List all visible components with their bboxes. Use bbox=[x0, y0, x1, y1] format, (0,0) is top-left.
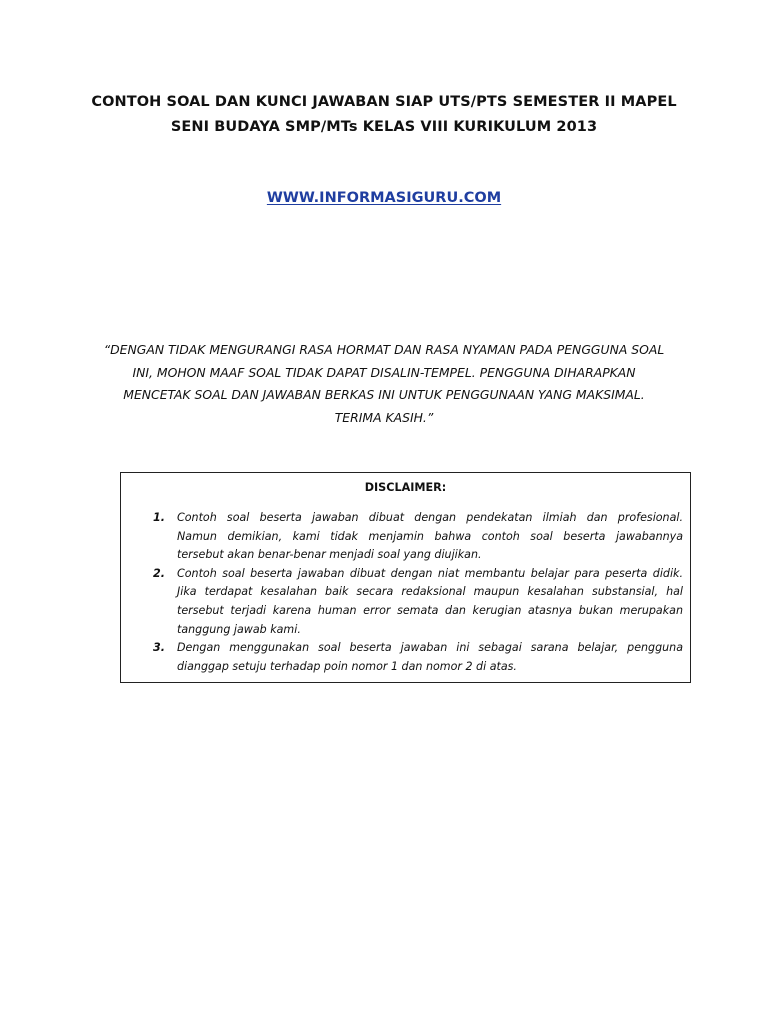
disclaimer-item-3 bbox=[151, 639, 683, 676]
website-link[interactable]: WWW.INFORMASIGURU.COM bbox=[266, 190, 502, 206]
disclaimer-item-line: Jika terdapat kesalahan baik secara redaksional maupun kesalahan substansial, hal bbox=[177, 585, 683, 599]
disclaimer-item-line: Dengan menggunakan soal beserta jawaban ini sebagai sarana belajar, pengguna bbox=[177, 641, 683, 655]
title-line-2: SENI BUDAYA SMP/MTs KELAS VIII KURIKULUM 2013 bbox=[170, 119, 598, 135]
title-line-1: CONTOH SOAL DAN KUNCI JAWABAN SIAP UTS/PTS SEMESTER II MAPEL bbox=[91, 94, 677, 110]
disclaimer-item-number: 2. bbox=[153, 566, 165, 580]
disclaimer-box bbox=[120, 472, 691, 683]
disclaimer-item-line: Namun demikian, kami tidak menjamin bahwa contoh soal beserta jawabannya bbox=[177, 529, 683, 543]
disclaimer-item-line: Contoh soal beserta jawaban dibuat dengan niat membantu belajar para peserta didik. bbox=[177, 566, 683, 580]
copy-notice bbox=[80, 339, 688, 429]
disclaimer-item-line: Contoh soal beserta jawaban dibuat dengan pendekatan ilmiah dan profesional. bbox=[177, 511, 683, 524]
disclaimer-item-line: tersebut terjadi karena human error semata dan kerugian atasnya bukan merupakan bbox=[177, 603, 683, 617]
disclaimer-item-number: 1. bbox=[153, 511, 165, 524]
notice-line-1: “DENGAN TIDAK MENGURANGI RASA HORMAT DAN RASA NYAMAN PADA PENGGUNA SOAL bbox=[103, 342, 665, 357]
disclaimer-list bbox=[151, 509, 683, 676]
disclaimer-item-line: tersebut akan benar-benar menjadi soal yang diujikan. bbox=[177, 548, 482, 562]
document-title bbox=[60, 90, 708, 140]
notice-line-2: INI, MOHON MAAF SOAL TIDAK DAPAT DISALIN-TEMPEL. PENGGUNA DIHARAPKAN bbox=[132, 364, 636, 380]
disclaimer-item-number: 3. bbox=[153, 641, 165, 655]
notice-line-3: MENCETAK SOAL DAN JAWABAN BERKAS INI UNTUK PENGGUNAAN YANG MAKSIMAL. bbox=[123, 387, 645, 403]
disclaimer-item-line: tanggung jawab kami. bbox=[177, 622, 301, 636]
disclaimer-item-line: dianggap setuju terhadap poin nomor 1 dan nomor 2 di atas. bbox=[177, 659, 517, 673]
disclaimer-item-1 bbox=[151, 509, 683, 565]
disclaimer-item-2 bbox=[151, 565, 683, 639]
notice-line-4: TERIMA KASIH.” bbox=[334, 409, 434, 425]
disclaimer-heading: DISCLAIMER: bbox=[364, 481, 447, 494]
